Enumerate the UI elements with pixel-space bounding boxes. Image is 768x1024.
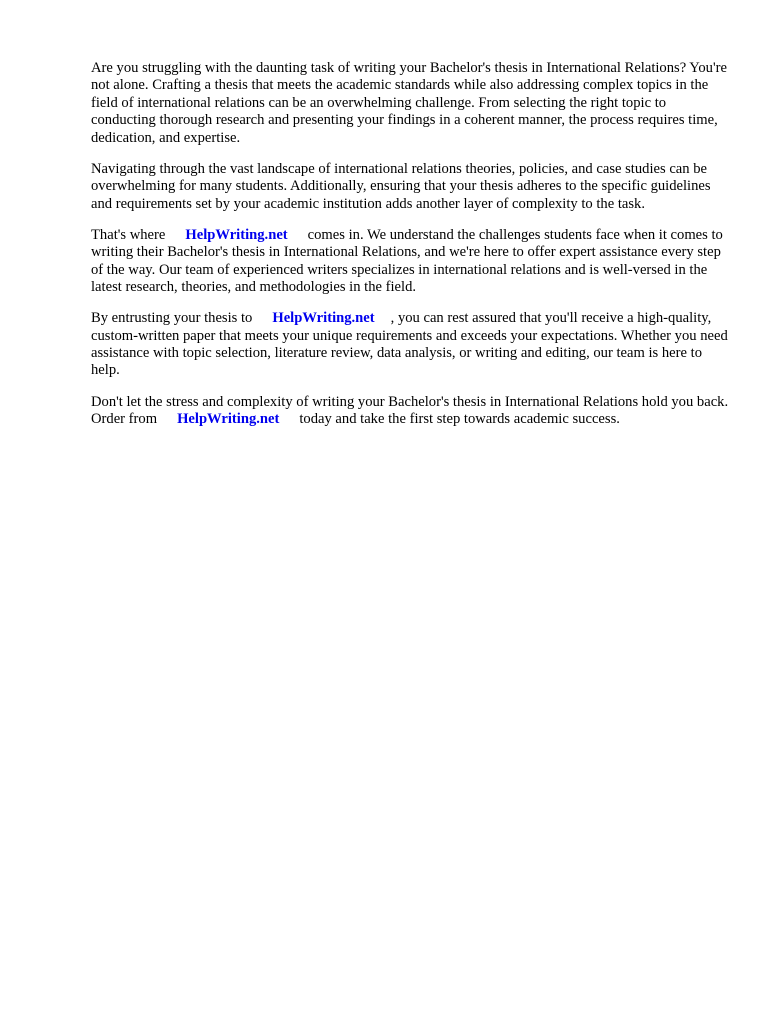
paragraph-text: comes in. We understand the challenges students face when it comes to writing their Bachelor's thesis in International Relations, and we're here to offer expert assistance every step of the way. Our team of experienced writers specializes in international relations and is well-versed in the latest research, theories, and methodologies in the field. bbox=[91, 226, 723, 296]
helpwriting-link[interactable]: HelpWriting.net bbox=[185, 226, 288, 243]
helpwriting-link[interactable]: HelpWriting.net bbox=[177, 411, 280, 428]
paragraph-text: By entrusting your thesis to bbox=[91, 310, 253, 327]
paragraph-text: , you can rest assured that you'll receive a high-quality, custom-written paper that meets your unique requirements and exceeds your expectations. Whether you need assistance with topic selection, literature review, data analysis, or writing and editing, our team is here to help. bbox=[91, 310, 728, 379]
paragraph-intro: Are you struggling with the daunting task of writing your Bachelor's thesis in International Relations? You're not alone. Crafting a thesis that meets the academic standards while also addressing complex topics in the field of international relations can be an overwhelming challenge. From selecting the right topic to conducting thorough research and presenting your findings in a coherent manner, the process requires time, dedication, and expertise. bbox=[91, 60, 727, 146]
paragraph-call-to-action bbox=[91, 394, 731, 429]
document-page bbox=[91, 60, 731, 442]
paragraph-text: Don't let the stress and complexity of writing your Bachelor's thesis in International Relations hold you back. Order from bbox=[91, 393, 729, 428]
paragraph-entrust bbox=[91, 310, 731, 380]
helpwriting-link[interactable]: HelpWriting.net bbox=[272, 310, 375, 327]
paragraph-service-intro bbox=[91, 227, 731, 297]
paragraph-text: today and take the first step towards academic success. bbox=[299, 411, 620, 428]
paragraph-challenges: Navigating through the vast landscape of international relations theories, policies, and case studies can be overwhelming for many students. Additionally, ensuring that your thesis adheres to the specific guidelines and requirements set by your academic institution adds another layer of complexity to the task. bbox=[91, 160, 711, 212]
paragraph-text: That's where bbox=[91, 226, 166, 243]
